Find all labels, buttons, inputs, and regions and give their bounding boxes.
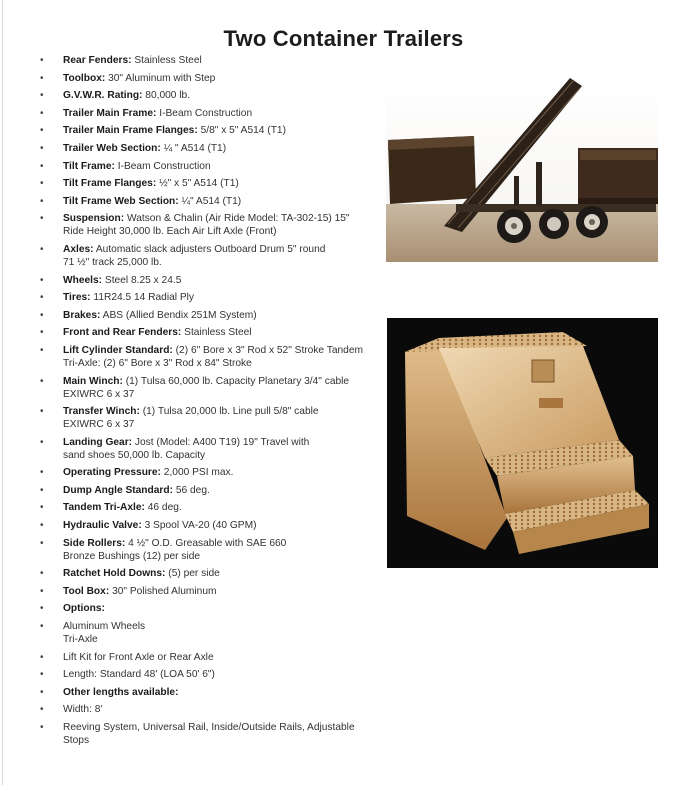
spec-item (40, 585, 380, 598)
spec-item (40, 195, 380, 208)
spec-value: 80,000 lb. (145, 90, 191, 102)
spec-item (40, 703, 380, 716)
spec-item (40, 668, 380, 681)
spec-label: Landing Gear: (63, 436, 133, 448)
trailer-photo (386, 76, 658, 262)
spec-value: Steel 8.25 x 24.5 (104, 274, 182, 286)
spec-label: Tires: (63, 292, 91, 304)
spec-value: Width: 8' (63, 704, 103, 716)
spec-label: Tilt Frame Flanges: (63, 178, 157, 190)
spec-list (40, 54, 380, 752)
spec-item (40, 620, 380, 646)
spec-value: 11R24.5 14 Radial Ply (93, 292, 195, 304)
spec-value: 30" Polished Aluminum (112, 585, 217, 597)
spec-item (40, 686, 380, 699)
spec-label: Rear Fenders: (63, 55, 132, 66)
spec-label: Tilt Frame Web Section: (63, 195, 179, 207)
spec-label: Tilt Frame: (63, 160, 115, 172)
spec-label: Options: (63, 603, 105, 615)
spec-label: G.V.W.R. Rating: (63, 90, 143, 102)
spec-value: Reeving System, Universal Rail, Inside/Outside Rails, Adjustable Stops (63, 722, 355, 746)
spec-value: (5) per side (168, 568, 220, 580)
spec-item (40, 375, 380, 401)
spec-label: Main Winch: (63, 375, 123, 387)
spec-item (40, 309, 380, 322)
spec-item (40, 160, 380, 173)
spec-value: Automatic slack adjusters Outboard Drum 5" round (95, 243, 326, 255)
spec-label: Front and Rear Fenders: (63, 327, 182, 339)
spec-item (40, 567, 380, 580)
spec-item (40, 519, 380, 532)
spec-item (40, 142, 380, 155)
spec-item (40, 501, 380, 514)
spec-label: Lift Cylinder Standard: (63, 344, 173, 356)
spec-label: Brakes: (63, 309, 101, 321)
spec-value: 2,000 PSI max. (163, 467, 234, 479)
spec-value: 56 deg. (175, 484, 210, 496)
spec-item (40, 436, 380, 462)
spec-value: (2) 6" Bore x 3" Rod x 52" Stroke Tandem (175, 344, 363, 356)
spec-value: Aluminum Wheels (63, 621, 146, 633)
toolbox-photo (387, 318, 658, 568)
spec-item (40, 405, 380, 431)
spec-label: Wheels: (63, 274, 103, 286)
spec-value-continued: Ride Height 30,000 lb. Each Air Lift Axle (Front) (63, 226, 277, 238)
spec-value-continued: 71 ½" track 25,000 lb. (63, 256, 162, 268)
spec-label: Axles: (63, 243, 94, 255)
page-edge (2, 0, 3, 785)
spec-item (40, 291, 380, 304)
spec-item (40, 537, 380, 563)
spec-label: Operating Pressure: (63, 467, 161, 479)
spec-label: Trailer Main Frame Flanges: (63, 125, 198, 137)
spec-label: Suspension: (63, 213, 125, 225)
spec-item (40, 107, 380, 120)
spec-value: ¼ " A514 (T1) (163, 142, 227, 154)
spec-label: Transfer Winch: (63, 406, 140, 418)
page-title: Two Container Trailers (223, 26, 464, 51)
spec-value: (1) Tulsa 20,000 lb. Line pull 5/8" cable (142, 406, 319, 418)
spec-label: Tandem Tri-Axle: (63, 502, 145, 514)
spec-value: I-Beam Construction (159, 107, 253, 119)
spec-value-continued: sand shoes 50,000 lb. Capacity (63, 449, 206, 461)
spec-value: 5/8" x 5" A514 (T1) (200, 125, 286, 137)
spec-item (40, 651, 380, 664)
spec-value-continued: EXIWRC 6 x 37 (63, 419, 135, 431)
spec-value: 4 ½" O.D. Greasable with SAE 660 (128, 537, 287, 549)
spec-label: Tool Box: (63, 585, 110, 597)
spec-value-continued: Tri-Axle: (2) 6" Bore x 3" Rod x 84" Stroke (63, 357, 252, 369)
spec-label: Trailer Web Section: (63, 142, 161, 154)
spec-item (40, 72, 380, 85)
spec-item (40, 721, 380, 747)
spec-value: ABS (Allied Bendix 251M System) (102, 309, 257, 321)
spec-item (40, 243, 380, 269)
spec-value-continued: EXIWRC 6 x 37 (63, 388, 135, 400)
spec-item (40, 326, 380, 339)
spec-value: 3 Spool VA-20 (40 GPM) (144, 520, 257, 532)
spec-label: Trailer Main Frame: (63, 107, 157, 119)
spec-value: ¼" A514 (T1) (181, 195, 242, 207)
spec-value: (1) Tulsa 60,000 lb. Capacity Planetary 3/4" cable (125, 375, 350, 387)
spec-value: 30" Aluminum with Step (108, 72, 216, 84)
spec-label: Toolbox: (63, 72, 106, 84)
spec-value: Watson & Chalin (Air Ride Model: TA-302-15) 15" (126, 213, 350, 225)
spec-value: 46 deg. (147, 502, 182, 514)
spec-value: Stainless Steel (134, 55, 202, 66)
spec-value-continued: Bronze Bushings (12) per side (63, 550, 201, 562)
spec-value: Jost (Model: A400 T19) 19" Travel with (134, 436, 310, 448)
spec-value-continued: Tri-Axle (63, 634, 98, 646)
spec-value: ½" x 5" A514 (T1) (159, 178, 239, 190)
spec-item (40, 274, 380, 287)
spec-item (40, 89, 380, 102)
spec-item (40, 484, 380, 497)
spec-value: Lift Kit for Front Axle or Rear Axle (63, 651, 214, 663)
spec-item (40, 602, 380, 615)
spec-label: Side Rollers: (63, 537, 126, 549)
spec-label: Hydraulic Valve: (63, 520, 142, 532)
spec-item (40, 124, 380, 137)
spec-value: I-Beam Construction (117, 160, 211, 172)
spec-item (40, 54, 380, 67)
spec-label: Dump Angle Standard: (63, 484, 173, 496)
spec-label: Ratchet Hold Downs: (63, 568, 166, 580)
spec-item (40, 177, 380, 190)
spec-item (40, 344, 380, 370)
spec-item (40, 466, 380, 479)
spec-label: Other lengths available: (63, 686, 179, 698)
spec-value: Length: Standard 48' (LOA 50' 6") (63, 669, 215, 681)
spec-item (40, 212, 380, 238)
spec-value: Stainless Steel (184, 327, 252, 339)
